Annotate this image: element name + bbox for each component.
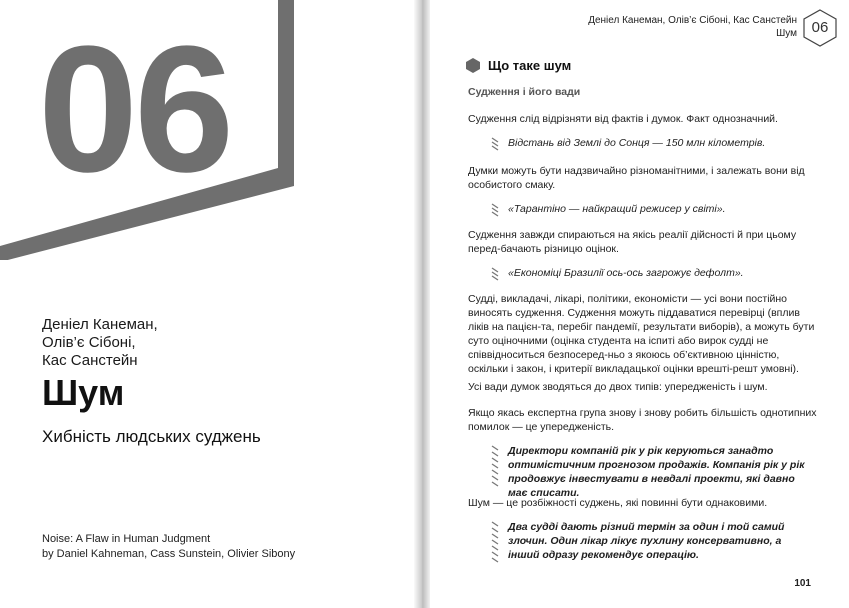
- author-name: Деніел Канеман,: [42, 316, 158, 333]
- paragraph: Шум — це розбіжності суджень, які повинні бути однаковими.: [468, 497, 768, 509]
- hexagon-bullet-icon: [466, 58, 480, 73]
- quote-mark-icon: [490, 202, 504, 218]
- paragraph: Судження завжди спираються на якісь реалії дійсності й при цьому перед-бачають різницю оцінок.: [468, 229, 797, 255]
- paragraph: Судді, викладачі, лікарі, політики, економісти — усі вони постійно виносять судження. Судження можуть піддаватися перевірці (вплив ліків на пацієн-та, перебіг пандемії, результати виборів), а можуть бути суто оціночними (оцінка студента на іспиті або вирок судді не співвідноситься безпосеред-ньо з якоюсь об’єктивною цінністю, оскільки і закон, і критерії викладацької оцінки врешті-решт умовні).: [468, 293, 815, 375]
- paragraph: Думки можуть бути надзвичайно різноманітними, і залежать вони від особистого смаку.: [468, 165, 805, 191]
- quote-block: [490, 520, 812, 564]
- quote-mark-icon: [490, 520, 504, 564]
- page-number: 101: [794, 578, 811, 589]
- quote-block: [490, 266, 812, 282]
- running-head-authors: Деніел Канеман, Олів’є Сібоні, Кас Санстейн: [588, 15, 797, 26]
- quote-text: «Економіці Бразилії ось-ось загрожує дефолт».: [508, 267, 744, 279]
- original-title: [42, 532, 295, 562]
- quote-text: «Тарантіно — найкращий режисер у світі».: [508, 203, 726, 215]
- book-title: Шум: [42, 372, 125, 413]
- quote-block: [490, 136, 812, 152]
- quote-text: Директори компаній рік у рік керуються занадто оптимістичним прогнозом продажів. Компанія рік у рік продовжує інвестувати в невдалі проекти, які давно має списати.: [508, 445, 805, 499]
- paragraph: Усі вади думок зводяться до двох типів: упередженість і шум.: [468, 381, 768, 393]
- book-authors: [42, 316, 158, 370]
- subsection-title: Судження і його вади: [468, 86, 581, 98]
- original-title-line: by Daniel Kahneman, Cass Sunstein, Olivier Sibony: [42, 548, 296, 560]
- right-page: [430, 0, 849, 608]
- left-page: [0, 0, 414, 608]
- quote-text: Відстань від Землі до Сонця — 150 млн кілометрів.: [508, 137, 766, 149]
- book-spine: [414, 0, 430, 608]
- running-head-title: Шум: [776, 28, 797, 39]
- original-title-line: Noise: A Flaw in Human Judgment: [42, 533, 211, 545]
- section-heading: [466, 58, 571, 73]
- quote-mark-icon: [490, 266, 504, 282]
- book-subtitle: Хибність людських суджень: [42, 427, 261, 446]
- quote-mark-icon: [490, 136, 504, 152]
- section-title: Що таке шум: [488, 58, 572, 73]
- quote-text: Два судді дають різний термін за один і той самий злочин. Один лікар лікує пухлину консервативно, а інший одразу рекомендує операцію.: [508, 521, 785, 561]
- badge-number: 06: [811, 19, 829, 36]
- quote-block: [490, 444, 812, 500]
- author-name: Олів’є Сібоні,: [42, 334, 136, 351]
- quote-mark-icon: [490, 444, 504, 488]
- chapter-number: 06: [38, 9, 231, 210]
- paragraph: Судження слід відрізняти від фактів і думок. Факт однозначний.: [468, 113, 778, 125]
- author-name: Кас Санстейн: [42, 352, 138, 369]
- quote-block: [490, 202, 812, 218]
- running-head: [588, 14, 797, 40]
- paragraph: Якщо якась експертна група знову і знову робить більшість однотипних помилок — це упередженість.: [468, 407, 817, 433]
